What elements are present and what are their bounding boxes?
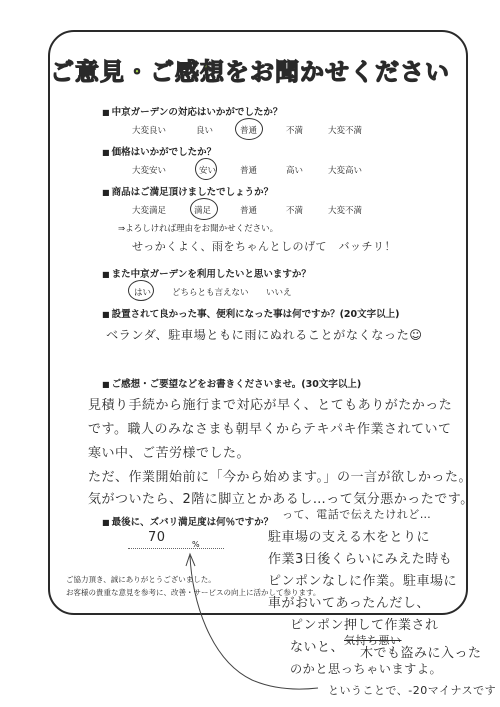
side-note-line-8: 木でも盗みに入った [360,646,482,661]
question-1-label: ■ 中京ガーデンの対応はいかがでしたか？ [102,104,282,118]
q3-reason-answer: せっかくよく、雨をちゃんとしのげて バッチリ！ [132,240,397,253]
q6-answer-line-5: 気がついたら、2階に脚立とかあるし…って気分悪かったです。 [88,492,474,507]
q7-unit: % [192,540,200,549]
q2-option-2[interactable]: 安い [199,166,217,176]
q6-answer-line-4: ただ、作業開始前に「今から始めます。」の一言が欲しかった。 [88,470,472,485]
side-note-line-3: 作業3日後くらいにみえた時も [268,552,453,567]
question-3-label: ■ 商品はご満足頂けましたでしょうか？ [102,184,273,198]
side-note-line-10: ということで、-20マイナスです [328,684,497,697]
q1-option-4[interactable]: 不満 [286,126,304,136]
q3-selected-circle [190,198,218,220]
q4-option-2[interactable]: どちらとも言えない [172,288,249,298]
q2-option-5[interactable]: 大変高い [328,166,363,176]
q2-option-3[interactable]: 普通 [240,166,258,176]
q3-option-4[interactable]: 不満 [286,206,304,216]
q1-option-2[interactable]: 良い [196,126,214,136]
side-note-line-9: のかと思っちゃいますよ。 [290,662,443,676]
q5-answer: ベランダ、駐車場ともに雨にぬれることがなくなった☺ [106,328,423,342]
q6-answer-line-1: 見積り手続から施行まで対応が早く、とてもありがたかった [88,398,453,413]
q4-option-3[interactable]: いいえ [266,288,292,298]
side-note-line-7: ないと、 [290,640,345,655]
q6-answer-line-3: 寒い中、ご苦労様でした。 [88,446,251,461]
question-5-label: ■ 設置されて良かった事、便利になった事は何ですか？(20文字以上) [102,306,399,320]
q3-reason-prompt: ⇒よろしければ理由をお聞かせください。 [118,224,279,234]
side-note-line-1: って、電話で伝えたけれど… [282,508,432,521]
q2-option-1[interactable]: 大変安い [132,166,167,176]
q1-option-1[interactable]: 大変良い [132,126,167,136]
page-title: ご意見・ご感想をお聞かせください [50,58,450,86]
side-note-line-4: ピンポンなしに作業。駐車場に [268,574,458,589]
footer-thanks: ご協力頂き、誠にありがとうございました。 [66,575,216,584]
q3-option-5[interactable]: 大変不満 [328,206,363,216]
question-7-label: ■ 最後に、ズバリ満足度は何％ですか？ [102,514,273,528]
q6-answer-line-2: です。職人のみなさまも朝早くからテキパキ作業されていて [88,422,452,437]
q1-option-5[interactable]: 大変不満 [328,126,363,136]
question-4-label: ■ また中京ガーデンを利用したいと思いますか？ [102,266,311,280]
q3-option-1[interactable]: 大変満足 [132,206,167,216]
side-note-line-2: 駐車場の支える木をとりに [268,530,431,545]
footer-improvement-note: お客様の貴重な意見を参考に、改善・サービスの向上に活かして参ります。 [66,588,321,597]
q1-option-3[interactable]: 普通 [240,126,258,136]
q1-selected-circle [235,118,263,140]
question-2-label: ■ 価格はいかがでしたか？ [102,144,216,158]
q7-value[interactable]: 70 [148,530,166,545]
q7-underline [128,548,224,549]
side-note-line-5: 車がおいてあったんだし、 [268,596,430,611]
question-6-label: ■ ご感想・ご要望などをお書きくださいませ。(30文字以上) [102,376,361,390]
q4-selected-circle [128,280,154,301]
q3-option-2[interactable]: 満足 [194,206,212,216]
q2-option-4[interactable]: 高い [286,166,304,176]
q2-selected-circle [195,158,217,180]
q3-option-3[interactable]: 普通 [240,206,258,216]
q4-option-1[interactable]: はい [134,288,152,298]
side-note-struck-text: 気持ち悪い [344,634,402,647]
side-note-line-6: ピンポン押して作業され [290,618,439,633]
